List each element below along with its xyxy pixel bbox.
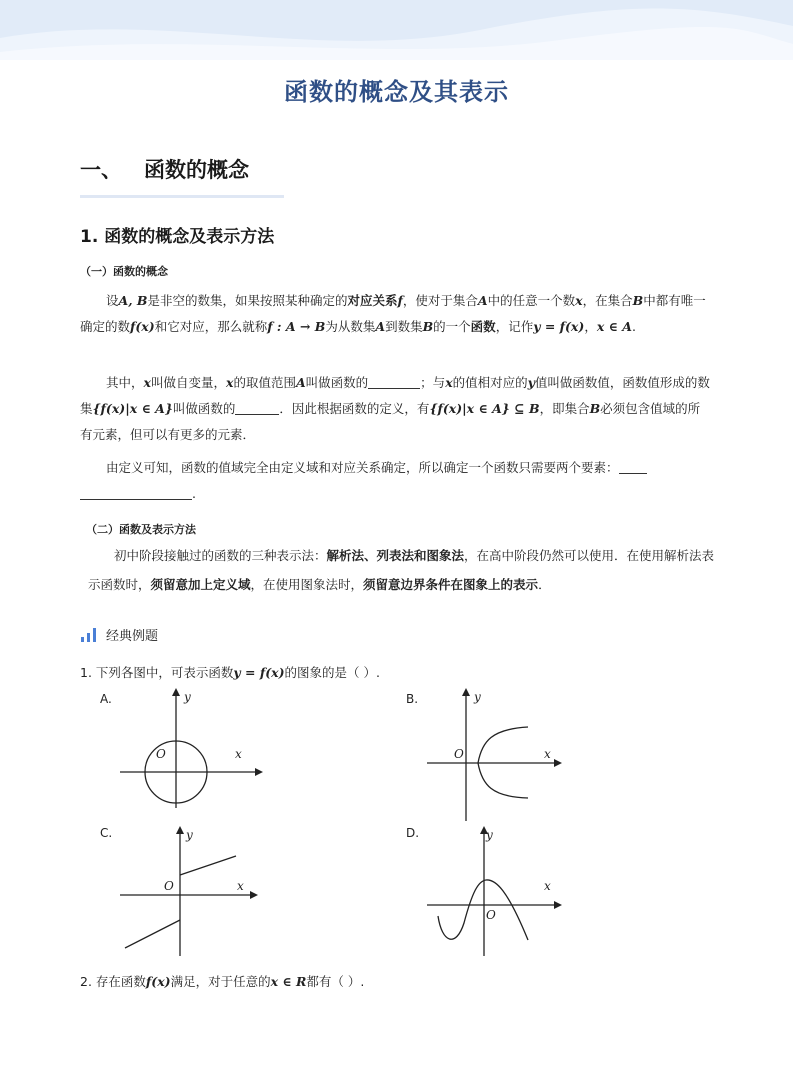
- part2-heading: （二）函数及表示方法: [86, 523, 196, 536]
- domain-range-paragraph: 其中，x叫做自变量，x的取值范围A叫做函数的 ；与x的值相对应的y值叫做函数值，函数值形成的数集{f(x)|x ∈ A}叫做函数的 ．因此根据函数的定义，有{f(x)|x ∈ A} ⊆ B，即集合B必须包含值域的所有元素，但可以有更多的元素．: [80, 375, 710, 442]
- option-c-label[interactable]: C.: [100, 826, 113, 840]
- examples-header-label: 经典例题: [106, 629, 159, 644]
- x-axis-label: x: [544, 747, 551, 761]
- header-band: [0, 0, 793, 60]
- bar-chart-icon: [80, 627, 98, 642]
- section-underline: [80, 195, 284, 198]
- option-d-label[interactable]: D.: [406, 826, 420, 840]
- x-axis-label: x: [235, 747, 242, 761]
- y-axis-label: y: [186, 828, 193, 842]
- graph-c: [115, 823, 275, 958]
- y-axis-label: y: [486, 828, 493, 842]
- question-1: 1. 下列各图中，可表示函数y = f(x)的图象的是（ ）.: [80, 665, 380, 680]
- y-axis-label: y: [184, 690, 191, 704]
- option-a-label[interactable]: A.: [100, 692, 112, 706]
- representation-paragraph: 初中阶段接触过的函数的三种表示法：解析法、列表法和图象法，在高中阶段仍然可以使用．在使用解析法表示函数时，须留意加上定义域，在使用图象法时，须留意边界条件在图象上的表示．: [88, 548, 715, 592]
- section-number: 一、: [80, 158, 122, 182]
- blank-elements-2[interactable]: [80, 485, 192, 500]
- y-axis-label: y: [474, 690, 481, 704]
- section-heading: [80, 154, 249, 184]
- x-axis-label: x: [544, 879, 551, 893]
- origin-label: O: [454, 747, 464, 761]
- origin-label: O: [156, 747, 166, 761]
- x-axis-label: x: [237, 879, 244, 893]
- graph-a: [115, 685, 265, 810]
- blank-domain[interactable]: [368, 374, 420, 389]
- elements-paragraph: 由定义可知，函数的值域完全由定义域和对应关系确定，所以确定一个函数只需要两个要素： .: [80, 455, 712, 507]
- graph-b: [422, 685, 572, 825]
- part1-heading: （一）函数的概念: [80, 265, 168, 278]
- blank-range[interactable]: [235, 400, 279, 415]
- subsection-heading: 1. 函数的概念及表示方法: [80, 227, 275, 247]
- graph-d: [422, 823, 572, 958]
- page-title: 函数的概念及其表示: [284, 78, 509, 106]
- question-2: 2. 存在函数f(x)满足，对于任意的x ∈ R都有（ ）.: [80, 974, 365, 989]
- blank-elements-1[interactable]: [619, 459, 647, 474]
- section-title: 函数的概念: [144, 158, 249, 182]
- option-b-label[interactable]: B.: [406, 692, 419, 706]
- origin-label: O: [486, 908, 496, 922]
- origin-label: O: [164, 879, 174, 893]
- examples-header: [80, 625, 158, 644]
- definition-paragraph: 设A, B是非空的数集，如果按照某种确定的对应关系f，使对于集合A中的任意一个数x，在集合B中都有唯一确定的数f(x)和它对应，那么就称f : A → B为从数集A到数集B的一个函数，记作y = f(x)，x ∈ A.: [80, 293, 706, 334]
